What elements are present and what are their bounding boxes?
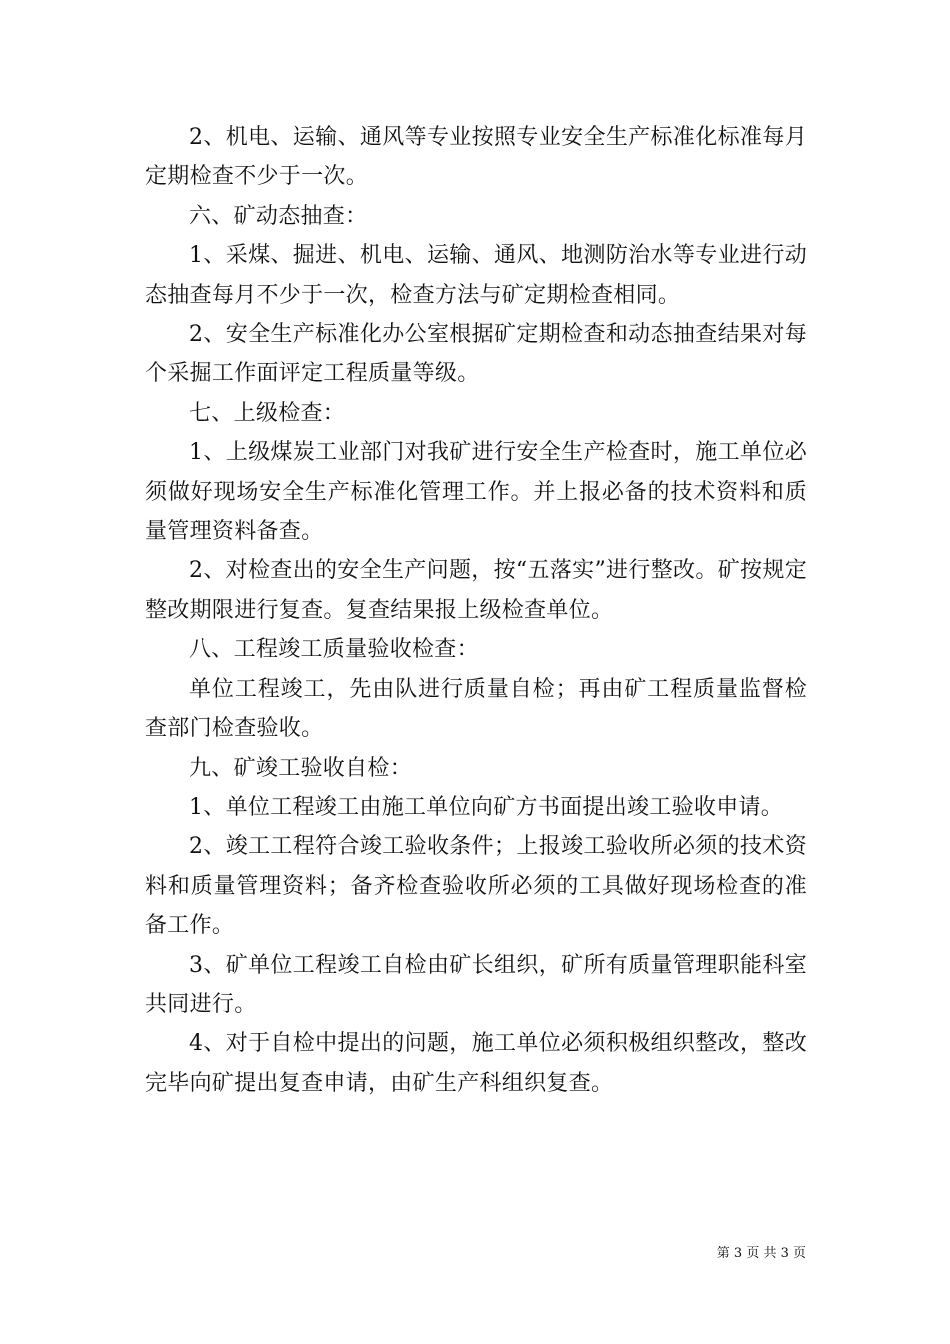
page-number: 第 3 页 共 3 页 xyxy=(716,1246,806,1261)
section-heading: 八、工程竣工质量验收检查： xyxy=(189,637,479,663)
paragraph: 1、采煤、掘进、机电、运输、通风、地测防治水等专业进行动态抽查每月不少于一次，检查方法与矿定期检查相同。 xyxy=(145,243,807,308)
paragraph: 2、竣工工程符合竣工验收条件；上报竣工验收所必须的技术资料和质量管理资料；备齐检查验收所必须的工具做好现场检查的准备工作。 xyxy=(145,834,807,939)
paragraph: 4、对于自检中提出的问题，施工单位必须积极组织整改，整改完毕向矿提出复查申请，由矿生产科组织复查。 xyxy=(145,1031,807,1096)
paragraph: 3、矿单位工程竣工自检由矿长组织，矿所有质量管理职能科室共同进行。 xyxy=(145,952,807,1017)
section-heading: 九、矿竣工验收自检： xyxy=(189,755,413,781)
document-body xyxy=(145,118,807,1103)
section-heading: 六、矿动态抽查： xyxy=(189,203,368,229)
paragraph: 2、安全生产标准化办公室根据矿定期检查和动态抽查结果对每个采掘工作面评定工程质量等级。 xyxy=(145,322,807,387)
paragraph: 1、单位工程竣工由施工单位向矿方书面提出竣工验收申请。 xyxy=(189,794,784,820)
paragraph: 单位工程竣工，先由队进行质量自检；再由矿工程质量监督检查部门检查验收。 xyxy=(145,676,807,742)
section-heading: 七、上级检查： xyxy=(189,400,346,426)
paragraph: 2、对检查出的安全生产问题，按“五落实”进行整改。矿按规定整改期限进行复查。复查结果报上级检查单位。 xyxy=(145,558,807,623)
paragraph: 2、机电、运输、通风等专业按照专业安全生产标准化标准每月定期检查不少于一次。 xyxy=(145,125,807,190)
paragraph: 1、上级煤炭工业部门对我矿进行安全生产检查时，施工单位必须做好现场安全生产标准化管理工作。并上报必备的技术资料和质量管理资料备查。 xyxy=(145,440,807,545)
